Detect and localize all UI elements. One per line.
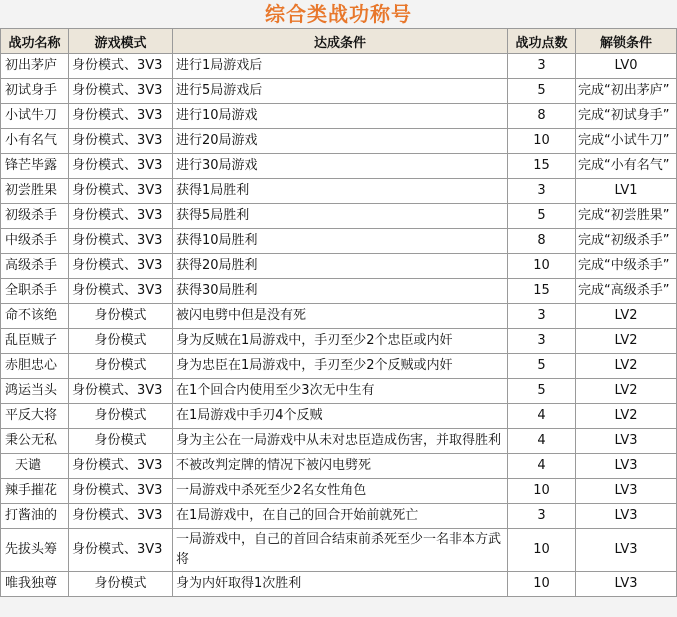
row-unlock: LV3 [576, 429, 677, 454]
row-condition: 获得10局胜利 [173, 229, 508, 254]
row-points: 5 [508, 204, 576, 229]
row-points: 10 [508, 572, 576, 597]
row-points: 3 [508, 304, 576, 329]
table-row [1, 304, 677, 329]
row-points: 3 [508, 329, 576, 354]
row-unlock: 完成“小有名气” [576, 154, 677, 179]
row-unlock: LV3 [576, 454, 677, 479]
row-condition: 在1局游戏中手刃4个反贼 [173, 404, 508, 429]
row-name: 全职杀手 [1, 279, 69, 304]
table-row [1, 379, 677, 404]
row-mode: 身份模式、3V3 [69, 229, 173, 254]
row-points: 10 [508, 479, 576, 504]
row-mode: 身份模式、3V3 [69, 529, 173, 572]
row-points: 10 [508, 129, 576, 154]
table-row [1, 129, 677, 154]
table-row [1, 54, 677, 79]
row-name: 打酱油的 [1, 504, 69, 529]
table-row [1, 104, 677, 129]
table-row [1, 354, 677, 379]
table-row [1, 454, 677, 479]
table-row [1, 572, 677, 597]
row-mode: 身份模式、3V3 [69, 279, 173, 304]
row-unlock: LV3 [576, 529, 677, 572]
table-row [1, 229, 677, 254]
table-row [1, 329, 677, 354]
table-row [1, 429, 677, 454]
table-row [1, 154, 677, 179]
row-condition: 被闪电劈中但是没有死 [173, 304, 508, 329]
row-unlock: 完成“中级杀手” [576, 254, 677, 279]
header-points: 战功点数 [508, 29, 576, 54]
row-unlock: 完成“初尝胜果” [576, 204, 677, 229]
row-condition: 进行30局游戏 [173, 154, 508, 179]
row-condition: 身为内奸取得1次胜利 [173, 572, 508, 597]
row-condition: 在1个回合内使用至少3次无中生有 [173, 379, 508, 404]
row-mode: 身份模式、3V3 [69, 179, 173, 204]
row-mode: 身份模式 [69, 404, 173, 429]
row-mode: 身份模式、3V3 [69, 479, 173, 504]
row-name: 高级杀手 [1, 254, 69, 279]
header-name: 战功名称 [1, 29, 69, 54]
row-condition: 获得20局胜利 [173, 254, 508, 279]
row-condition: 在1局游戏中，在自己的回合开始前就死亡 [173, 504, 508, 529]
row-unlock: LV2 [576, 354, 677, 379]
row-name: 初级杀手 [1, 204, 69, 229]
row-mode: 身份模式、3V3 [69, 504, 173, 529]
row-mode: 身份模式 [69, 304, 173, 329]
row-points: 10 [508, 529, 576, 572]
table-row [1, 204, 677, 229]
row-name: 小试牛刀 [1, 104, 69, 129]
row-unlock: LV2 [576, 329, 677, 354]
row-condition: 获得30局胜利 [173, 279, 508, 304]
row-mode: 身份模式、3V3 [69, 254, 173, 279]
table-row [1, 529, 677, 572]
row-points: 3 [508, 179, 576, 204]
row-name: 初出茅庐 [1, 54, 69, 79]
achievement-table [0, 28, 677, 597]
row-mode: 身份模式、3V3 [69, 104, 173, 129]
table-row [1, 404, 677, 429]
row-unlock: 完成“初试身手” [576, 104, 677, 129]
row-name: 初尝胜果 [1, 179, 69, 204]
row-name: 锋芒毕露 [1, 154, 69, 179]
header-row [1, 29, 677, 54]
row-condition: 身为主公在一局游戏中从未对忠臣造成伤害，并取得胜利 [173, 429, 508, 454]
row-name: 唯我独尊 [1, 572, 69, 597]
row-condition: 进行20局游戏 [173, 129, 508, 154]
row-mode: 身份模式、3V3 [69, 79, 173, 104]
row-mode: 身份模式、3V3 [69, 54, 173, 79]
row-mode: 身份模式、3V3 [69, 204, 173, 229]
row-points: 4 [508, 429, 576, 454]
row-unlock: 完成“小试牛刀” [576, 129, 677, 154]
row-condition: 一局游戏中，自己的首回合结束前杀死至少一名非本方武将 [173, 529, 508, 572]
row-points: 15 [508, 154, 576, 179]
row-unlock: 完成“初级杀手” [576, 229, 677, 254]
row-mode: 身份模式 [69, 572, 173, 597]
row-unlock: LV2 [576, 404, 677, 429]
row-points: 4 [508, 404, 576, 429]
row-unlock: LV3 [576, 504, 677, 529]
row-name: 辣手摧花 [1, 479, 69, 504]
row-condition: 一局游戏中杀死至少2名女性角色 [173, 479, 508, 504]
row-name: 秉公无私 [1, 429, 69, 454]
row-mode: 身份模式 [69, 429, 173, 454]
row-mode: 身份模式 [69, 354, 173, 379]
row-condition: 身为反贼在1局游戏中，手刃至少2个忠臣或内奸 [173, 329, 508, 354]
row-name: 乱臣贼子 [1, 329, 69, 354]
row-name: 初试身手 [1, 79, 69, 104]
row-points: 4 [508, 454, 576, 479]
row-mode: 身份模式、3V3 [69, 154, 173, 179]
row-condition: 进行1局游戏后 [173, 54, 508, 79]
row-points: 3 [508, 54, 576, 79]
row-unlock: LV1 [576, 179, 677, 204]
row-mode: 身份模式、3V3 [69, 379, 173, 404]
table-row [1, 504, 677, 529]
header-unlock: 解锁条件 [576, 29, 677, 54]
row-mode: 身份模式、3V3 [69, 454, 173, 479]
row-name: 命不该绝 [1, 304, 69, 329]
row-condition: 进行10局游戏 [173, 104, 508, 129]
table-row [1, 79, 677, 104]
header-mode: 游戏模式 [69, 29, 173, 54]
row-name: 小有名气 [1, 129, 69, 154]
row-name: 平反大将 [1, 404, 69, 429]
table-row [1, 479, 677, 504]
row-condition: 身为忠臣在1局游戏中，手刃至少2个反贼或内奸 [173, 354, 508, 379]
row-unlock: 完成“高级杀手” [576, 279, 677, 304]
row-points: 15 [508, 279, 576, 304]
table-body [1, 54, 677, 597]
table-row [1, 254, 677, 279]
row-points: 5 [508, 354, 576, 379]
row-mode: 身份模式 [69, 329, 173, 354]
header-condition: 达成条件 [173, 29, 508, 54]
row-condition: 进行5局游戏后 [173, 79, 508, 104]
table-row [1, 179, 677, 204]
row-unlock: LV3 [576, 572, 677, 597]
row-unlock: 完成“初出茅庐” [576, 79, 677, 104]
page-title: 综合类战功称号 [265, 2, 412, 26]
row-unlock: LV0 [576, 54, 677, 79]
row-points: 8 [508, 229, 576, 254]
row-condition: 获得1局胜利 [173, 179, 508, 204]
row-unlock: LV2 [576, 304, 677, 329]
row-name: 鸿运当头 [1, 379, 69, 404]
row-unlock: LV2 [576, 379, 677, 404]
row-unlock: LV3 [576, 479, 677, 504]
row-points: 3 [508, 504, 576, 529]
row-points: 5 [508, 79, 576, 104]
row-condition: 不被改判定牌的情况下被闪电劈死 [173, 454, 508, 479]
row-name: 先拔头筹 [1, 529, 69, 572]
row-condition: 获得5局胜利 [173, 204, 508, 229]
row-points: 8 [508, 104, 576, 129]
row-name: 天谴 [1, 454, 69, 479]
row-points: 10 [508, 254, 576, 279]
row-mode: 身份模式、3V3 [69, 129, 173, 154]
row-name: 赤胆忠心 [1, 354, 69, 379]
table-header [1, 29, 677, 54]
table-row [1, 279, 677, 304]
row-name: 中级杀手 [1, 229, 69, 254]
row-points: 5 [508, 379, 576, 404]
